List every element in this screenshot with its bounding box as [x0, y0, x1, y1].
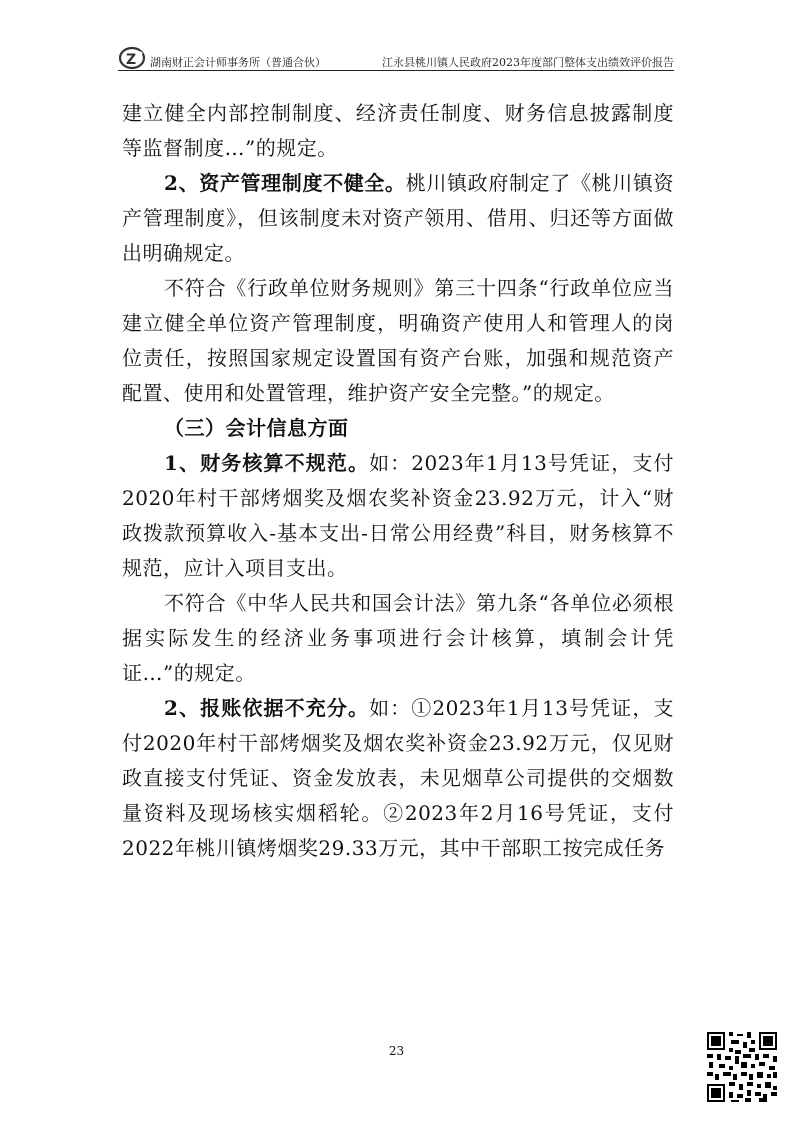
firm-logo-icon — [118, 44, 152, 70]
paragraph-text: 建立健全内部控制制度、经济责任制度、财务信息披露制度等监督制度…”的规定。 — [122, 101, 674, 160]
paragraph-text: 不符合《行政单位财务规则》第三十四条“行政单位应当建立健全单位资产管理制度，明确资产使用人和管理人的岗位责任，按照国家规定设置国有资产台账，加强和规范资产配置、使用和处置管理，维护资产安全完整。”的规定。 — [122, 276, 674, 405]
paragraph — [122, 271, 674, 411]
paragraph — [122, 166, 674, 271]
paragraph-text: 如：①2023年1月13号凭证，支付2020年村干部烤烟奖及烟农奖补资金23.92万元，仅见财政直接支付凭证、资金发放表，未见烟草公司提供的交烟数量资料及现场核实烟稻轮。②2023年2月16号凭证，支付2022年桃川镇烤烟奖29.33万元，其中干部职工按完成任务 — [122, 696, 674, 860]
report-title: 江永县桃川镇人民政府2023年度部门整体支出绩效评价报告 — [382, 56, 674, 69]
page-header — [118, 44, 674, 70]
paragraph-text: 桃川镇政府制定了《桃川镇资产管理制度》，但该制度未对资产领用、借用、归还等方面做出明确规定。 — [122, 171, 675, 265]
paragraph — [122, 446, 674, 586]
section-heading: （三）会计信息方面 — [164, 416, 349, 440]
paragraph-text: 不符合《中华人民共和国会计法》第九条“各单位必须根据实际发生的经济业务事项进行会计核算，填制会计凭证…”的规定。 — [122, 591, 674, 685]
firm-name: 湖南财正会计师事务所（普通合伙） — [150, 56, 326, 69]
paragraph-heading: 1、财务核算不规范。 — [164, 451, 370, 475]
paragraph-text: 如：2023年1月13号凭证，支付2020年村干部烤烟奖及烟农奖补资金23.92万元，计入“财政拨款预算收入-基本支出-日常公用经费”科目，财务核算不规范，应计入项目支出。 — [122, 451, 674, 580]
paragraph — [122, 96, 674, 166]
qr-code-icon — [705, 1030, 779, 1104]
svg-text:Z: Z — [126, 52, 137, 68]
paragraph-heading: 2、资产管理制度不健全。 — [164, 171, 406, 195]
paragraph-heading: 2、报账依据不充分。 — [164, 696, 370, 720]
paragraph — [122, 586, 674, 691]
document-body — [122, 96, 674, 866]
header-divider — [118, 70, 674, 71]
page-number: 23 — [388, 1044, 405, 1058]
paragraph — [122, 691, 674, 866]
